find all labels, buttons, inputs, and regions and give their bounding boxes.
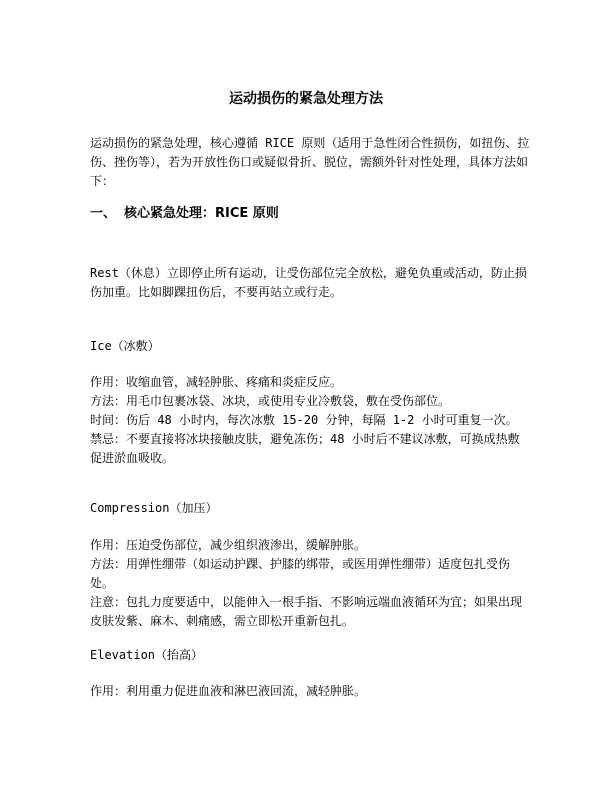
- ice-method: 方法：用毛巾包裹冰袋、冰块，或使用专业冷敷袋，敷在受伤部位。: [90, 394, 451, 408]
- compression-heading: Compression（加压）: [90, 501, 218, 515]
- compression-effect: 作用：压迫受伤部位，减少组织液渗出，缓解肿胀。: [90, 538, 367, 552]
- section-heading: [90, 205, 530, 223]
- ice-effect: 作用：收缩血管，减轻肿胀、疼痛和炎症反应。: [90, 375, 343, 389]
- rest-paragraph: Rest（休息）立即停止所有运动，让受伤部位完全放松，避免负重或活动，防止损伤加重。比如脚踝扭伤后，不要再站立或行走。: [90, 266, 527, 299]
- intro-paragraph: 运动损伤的紧急处理，核心遵循 RICE 原则（适用于急性闭合性损伤，如扭伤、拉伤、挫伤等），若为开放性伤口或疑似骨折、脱位，需额外针对性处理，具体方法如下：: [90, 136, 530, 188]
- elevation-effect: 作用：利用重力促进血液和淋巴液回流，减轻肿胀。: [90, 684, 367, 698]
- section-title: 核心紧急处理：RICE 原则: [124, 206, 279, 221]
- compression-details: [90, 536, 530, 631]
- elevation-heading: Elevation（抬高）: [90, 648, 204, 662]
- ice-caution: 禁忌：不要直接将冰块接触皮肤，避免冻伤；48 小时后不建议冰敷，可换成热敷促进淤血吸收。: [90, 432, 520, 465]
- compression-note: 注意：包扎力度要适中，以能伸入一根手指、不影响远端血液循环为宜；如果出现皮肤发紫、麻木、刺痛感，需立即松开重新包扎。: [90, 595, 523, 628]
- ice-heading: Ice（冰敷）: [90, 339, 160, 353]
- elevation-details: [90, 682, 530, 701]
- page-title: 运动损伤的紧急处理方法: [229, 91, 383, 107]
- ice-timing: 时间：伤后 48 小时内，每次冰敷 15-20 分钟，每隔 1-2 小时可重复一次。: [90, 413, 518, 427]
- compression-method: 方法：用弹性绷带（如运动护踝、护膝的绑带，或医用弹性绷带）适度包扎受伤处。: [90, 557, 511, 590]
- section-number: 一、: [90, 206, 117, 221]
- ice-details: [90, 373, 530, 468]
